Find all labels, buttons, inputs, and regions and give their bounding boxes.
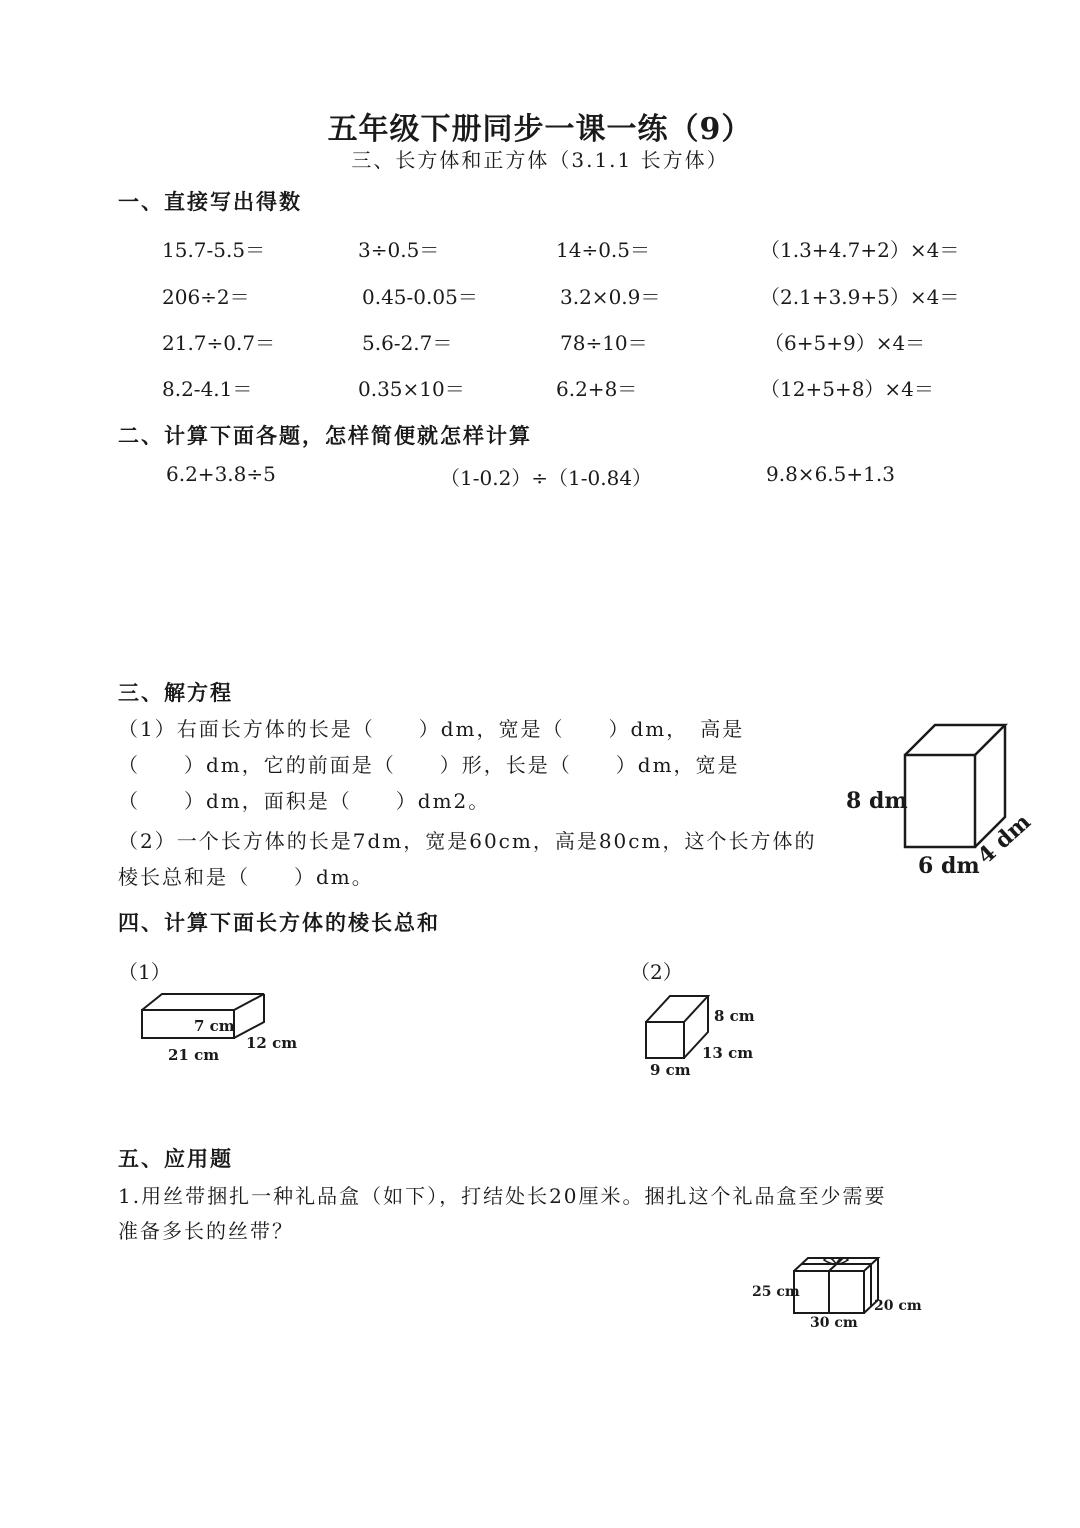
calc-item: 14÷0.5＝ xyxy=(556,238,651,262)
length-label: 6 dm xyxy=(918,853,980,879)
calc-item: 6.2+8＝ xyxy=(556,377,638,401)
height-label: 8 cm xyxy=(714,1007,755,1025)
figure-label: （1） xyxy=(118,960,171,984)
section1-heading: 一、直接写出得数 xyxy=(118,190,302,214)
width-label: 4 dm xyxy=(972,808,1036,870)
length-label: 21 cm xyxy=(168,1046,220,1064)
calc-item: （6+5+9）×4＝ xyxy=(764,331,926,355)
width-label: 13 cm xyxy=(702,1044,754,1062)
question-line: 准备多长的丝带？ xyxy=(118,1219,294,1243)
calc-item: 3.2×0.9＝ xyxy=(560,285,661,309)
height-label: 25 cm xyxy=(752,1284,800,1300)
height-label: 8 dm xyxy=(846,788,908,814)
section4-heading: 四、计算下面长方体的棱长总和 xyxy=(118,911,440,935)
cuboid-figure-1 xyxy=(140,990,310,1070)
calc-item: 15.7-5.5＝ xyxy=(162,238,266,262)
question-line: 棱长总和是（ ）dm。 xyxy=(118,865,374,889)
calc-item: 206÷2＝ xyxy=(162,285,250,309)
width-label: 20 cm xyxy=(874,1298,922,1314)
page-subtitle: 三、长方体和正方体（3.1.1 长方体） xyxy=(351,148,729,172)
calc-item: （1.3+4.7+2）×4＝ xyxy=(760,238,960,262)
simplify-item: 9.8×6.5+1.3 xyxy=(766,462,895,486)
question-line: 1.用丝带捆扎一种礼品盒（如下），打结处长20厘米。捆扎这个礼品盒至少需要 xyxy=(118,1184,887,1208)
calc-item: （12+5+8）×4＝ xyxy=(760,377,934,401)
calc-item: 5.6-2.7＝ xyxy=(362,331,453,355)
figure-label: （2） xyxy=(630,960,683,984)
length-label: 30 cm xyxy=(810,1315,858,1331)
calc-item: 8.2-4.1＝ xyxy=(162,377,253,401)
question-line: （1）右面长方体的长是（ ）dm，宽是（ ）dm， 高是 xyxy=(118,717,745,741)
calc-item: 78÷10＝ xyxy=(560,331,648,355)
calc-item: 0.35×10＝ xyxy=(358,377,465,401)
calc-item: 3÷0.5＝ xyxy=(358,238,440,262)
calc-item: 0.45-0.05＝ xyxy=(362,285,478,309)
cuboid-figure-section3 xyxy=(840,715,1040,885)
gift-box-figure xyxy=(748,1250,928,1335)
simplify-item: （1-0.2）÷（1-0.84） xyxy=(440,466,653,490)
calc-item: 21.7÷0.7＝ xyxy=(162,331,276,355)
section2-heading: 二、计算下面各题，怎样简便就怎样计算 xyxy=(118,424,532,448)
length-label: 9 cm xyxy=(650,1061,691,1079)
question-line: （2）一个长方体的长是7dm，宽是60cm，高是80cm，这个长方体的 xyxy=(118,829,817,853)
cuboid-figure-2 xyxy=(640,992,770,1084)
simplify-item: 6.2+3.8÷5 xyxy=(166,462,276,486)
page-title: 五年级下册同步一课一练（9） xyxy=(327,112,753,147)
height-label: 7 cm xyxy=(194,1017,235,1035)
question-line: （ ）dm，它的前面是（ ）形，长是（ ）dm，宽是 xyxy=(118,753,740,777)
question-line: （ ）dm，面积是（ ）dm2。 xyxy=(118,789,491,813)
section5-heading: 五、应用题 xyxy=(118,1147,233,1171)
width-label: 12 cm xyxy=(246,1034,298,1052)
calc-item: （2.1+3.9+5）×4＝ xyxy=(760,285,960,309)
section3-heading: 三、解方程 xyxy=(118,681,233,705)
